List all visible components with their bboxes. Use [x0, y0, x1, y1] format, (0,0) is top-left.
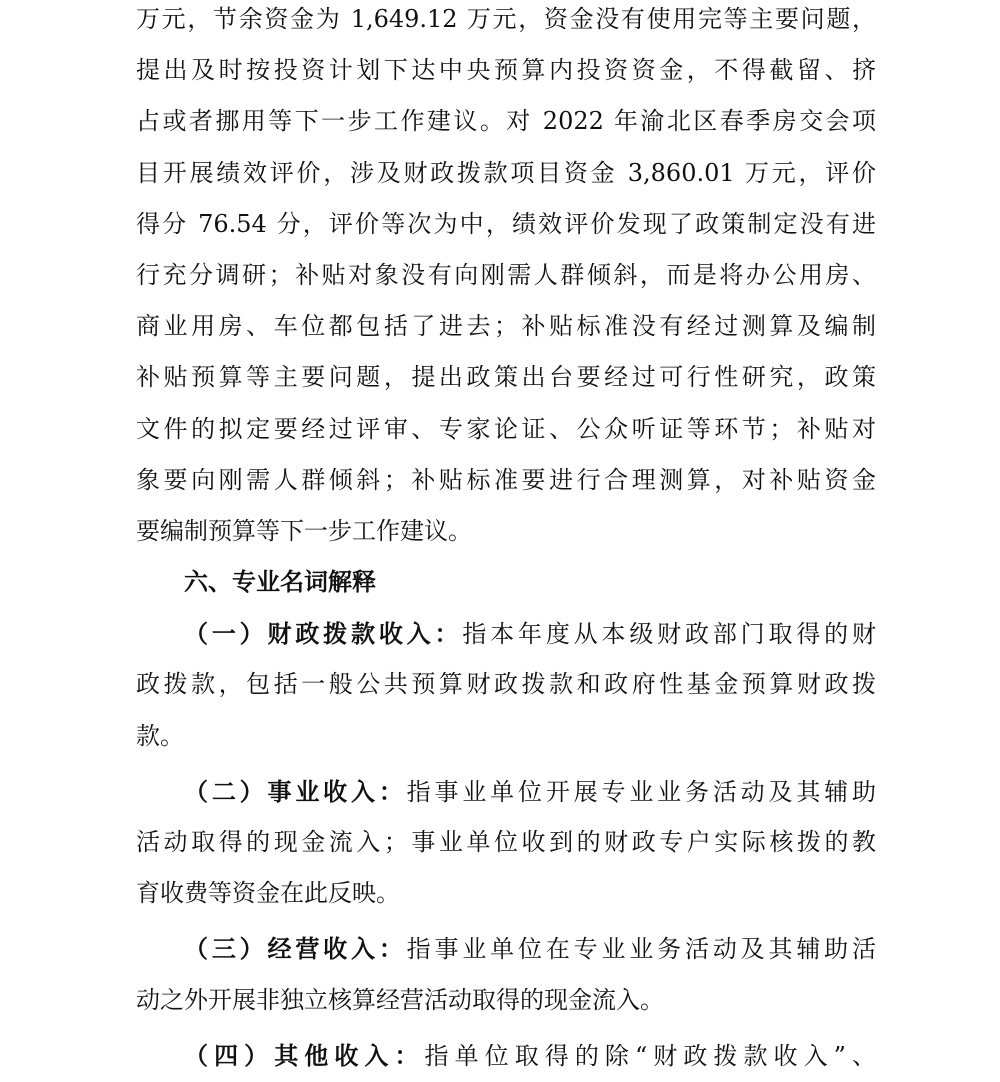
- paragraph-1-line-4: 目开展绩效评价，涉及财政拨款项目资金 3,860.01 万元，评价: [136, 158, 876, 187]
- term-3-line-2: 动之外开展非独立核算经营活动取得的现金流入。: [136, 985, 664, 1014]
- paragraph-1-line-10: 象要向刚需人群倾斜；补贴标准要进行合理测算，对补贴资金: [136, 465, 876, 494]
- term-1-line-2: 政拨款，包括一般公共预算财政拨款和政府性基金预算财政拨: [136, 670, 876, 699]
- term-2-line-2: 活动取得的现金流入；事业单位收到的财政专户实际核拨的教: [136, 828, 876, 856]
- term-3-line-1: [136, 923, 876, 974]
- term-3-definition-start: 指事业单位在专业业务活动及其辅助活: [406, 935, 877, 964]
- term-2-line-3: 育收费等资金在此反映。: [136, 879, 400, 908]
- term-2-label: （二）事业收入：: [184, 776, 407, 806]
- paragraph-1-line-1: 万元，节余资金为 1,649.12 万元，资金没有使用完等主要问题，: [136, 5, 876, 33]
- term-3-label: （三）经营收入：: [184, 934, 407, 964]
- term-2-definition-start: 指事业单位开展专业业务活动及其辅助: [406, 777, 877, 806]
- paragraph-1-line-11: 要编制预算等下一步工作建议。: [136, 516, 472, 545]
- term-2-line-1: [136, 766, 876, 817]
- term-1-label: （一）财政拨款收入：: [184, 619, 463, 649]
- paragraph-1-line-8: 补贴预算等主要问题，提出政策出台要经过可行性研究，政策: [136, 363, 876, 392]
- paragraph-1-line-2: 提出及时按投资计划下达中央预算内投资资金，不得截留、挤: [136, 56, 876, 85]
- term-1-definition-start: 指本年度从本级财政部门取得的财: [462, 620, 877, 649]
- paragraph-1-line-6: 行充分调研；补贴对象没有向刚需人群倾斜，而是将办公用房、: [136, 260, 876, 289]
- paragraph-1-line-3: 占或者挪用等下一步工作建议。对 2022 年渝北区春季房交会项: [136, 107, 876, 136]
- paragraph-1-line-5: 得分 76.54 分，评价等次为中，绩效评价发现了政策制定没有进: [136, 209, 876, 238]
- term-4-label: （四）其他收入：: [184, 1040, 425, 1070]
- term-1-line-3: 款。: [136, 721, 184, 750]
- section-heading: 六、专业名词解释: [184, 568, 376, 597]
- document-page: [136, 0, 877, 1070]
- term-1-line-1: [136, 608, 876, 659]
- term-4-line-1: [136, 1030, 876, 1081]
- paragraph-1-line-9: 文件的拟定要经过评审、专家论证、公众听证等环节；补贴对: [136, 414, 876, 443]
- term-4-definition-start: 指单位取得的除“财政拨款收入”、: [424, 1041, 877, 1070]
- paragraph-1-line-7: 商业用房、车位都包括了进去；补贴标准没有经过测算及编制: [136, 312, 876, 341]
